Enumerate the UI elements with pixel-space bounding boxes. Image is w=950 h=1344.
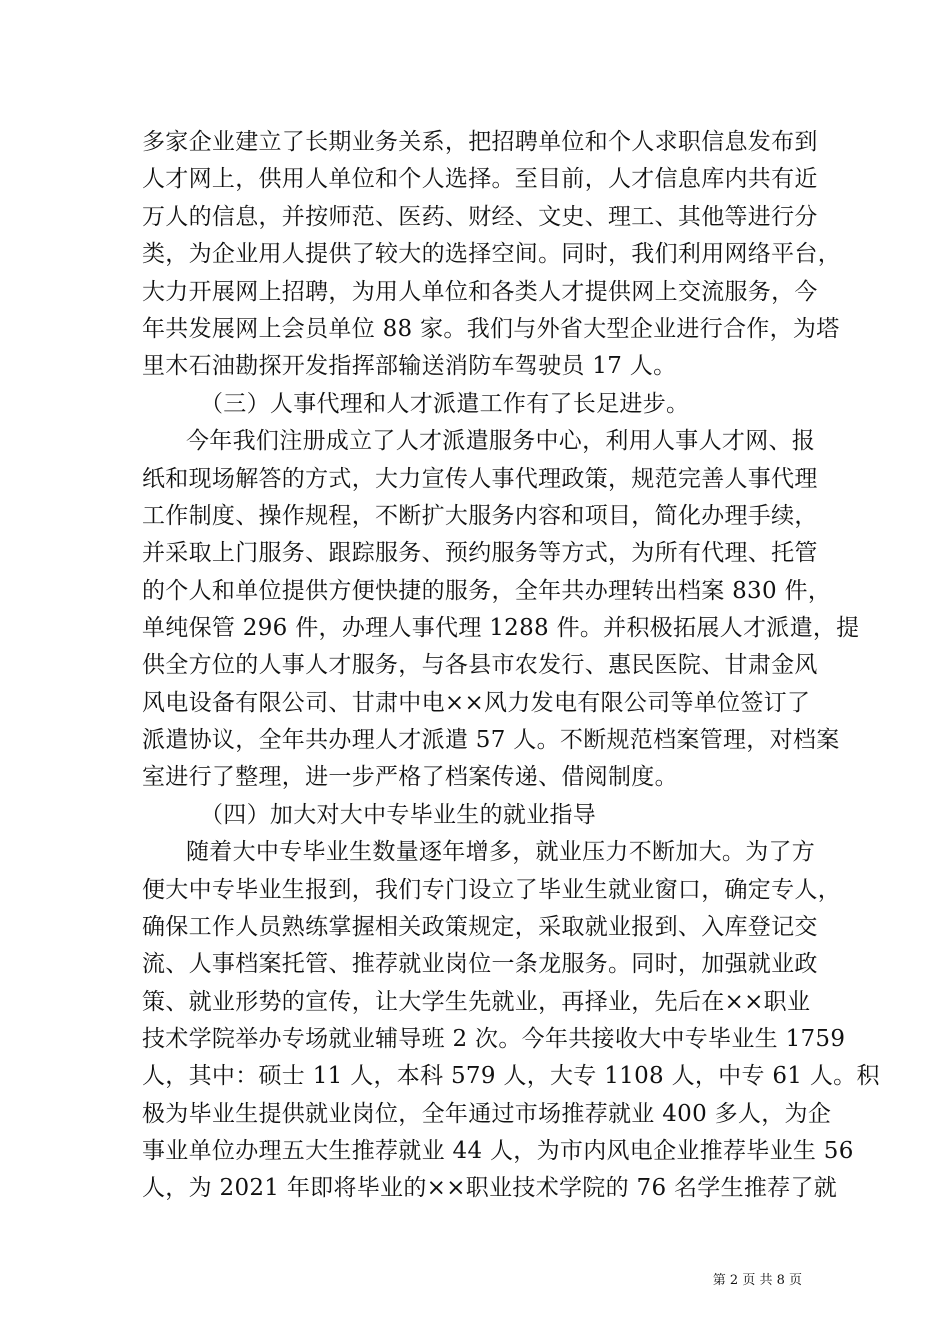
body-line: 室进行了整理，进一步严格了档案传递、借阅制度。 (142, 764, 678, 790)
body-line: 的个人和单位提供方便快捷的服务，全年共办理转出档案 830 件， (142, 578, 832, 604)
body-line: 确保工作人员熟练掌握相关政策规定，采取就业报到、入库登记交 (142, 914, 818, 940)
body-line: 单纯保管 296 件，办理人事代理 1288 件。并积极拓展人才派遣，提 (142, 615, 860, 641)
body-line: 纸和现场解答的方式，大力宣传人事代理政策，规范完善人事代理 (142, 466, 818, 492)
body-line: 风电设备有限公司、甘肃中电××风力发电有限公司等单位签订了 (142, 690, 811, 716)
body-line: 大力开展网上招聘，为用人单位和各类人才提供网上交流服务，今 (142, 279, 818, 305)
body-line: 并采取上门服务、跟踪服务、预约服务等方式，为所有代理、托管 (142, 540, 818, 566)
body-line: 事业单位办理五大生推荐就业 44 人，为市内风电企业推荐毕业生 56 (142, 1138, 854, 1164)
body-line: 便大中专毕业生报到，我们专门设立了毕业生就业窗口，确定专人， (142, 877, 841, 903)
body-line: 工作制度、操作规程，不断扩大服务内容和项目，简化办理手续， (142, 503, 818, 529)
section-heading-3: （三）人事代理和人才派遣工作有了长足进步。 (200, 391, 690, 417)
section-heading-4: （四）加大对大中专毕业生的就业指导 (200, 802, 597, 828)
body-line: 流、人事档案托管、推荐就业岗位一条龙服务。同时，加强就业政 (142, 951, 818, 977)
page-number: 第 2 页 共 8 页 (712, 1273, 802, 1288)
body-line: 极为毕业生提供就业岗位，全年通过市场推荐就业 400 多人，为企 (142, 1101, 832, 1127)
body-line: 派遣协议，全年共办理人才派遣 57 人。不断规范档案管理，对档案 (142, 727, 840, 753)
body-line: 人才网上，供用人单位和个人选择。至目前，人才信息库内共有近 (142, 166, 818, 192)
body-line: 万人的信息，并按师范、医药、财经、文史、理工、其他等进行分 (142, 204, 818, 230)
paragraph-first-line: 今年我们注册成立了人才派遣服务中心，利用人事人才网、报 (186, 428, 816, 454)
body-line: 多家企业建立了长期业务关系，把招聘单位和个人求职信息发布到 (142, 129, 818, 155)
body-line: 技术学院举办专场就业辅导班 2 次。今年共接收大中专毕业生 1759 (142, 1026, 846, 1052)
body-line: 人，为 2021 年即将毕业的××职业技术学院的 76 名学生推荐了就 (142, 1175, 838, 1201)
body-line: 年共发展网上会员单位 88 家。我们与外省大型企业进行合作，为塔 (142, 316, 840, 342)
body-line: 人，其中：硕士 11 人，本科 579 人，大专 1108 人，中专 61 人。积 (142, 1063, 880, 1089)
body-line: 供全方位的人事人才服务，与各县市农发行、惠民医院、甘肃金风 (142, 652, 818, 678)
body-line: 策、就业形势的宣传，让大学生先就业，再择业，先后在××职业 (142, 989, 811, 1015)
paragraph-first-line: 随着大中专毕业生数量逐年增多，就业压力不断加大。为了方 (186, 839, 816, 865)
body-line: 类，为企业用人提供了较大的选择空间。同时，我们利用网络平台， (142, 241, 841, 267)
body-line: 里木石油勘探开发指挥部输送消防车驾驶员 17 人。 (142, 353, 677, 379)
